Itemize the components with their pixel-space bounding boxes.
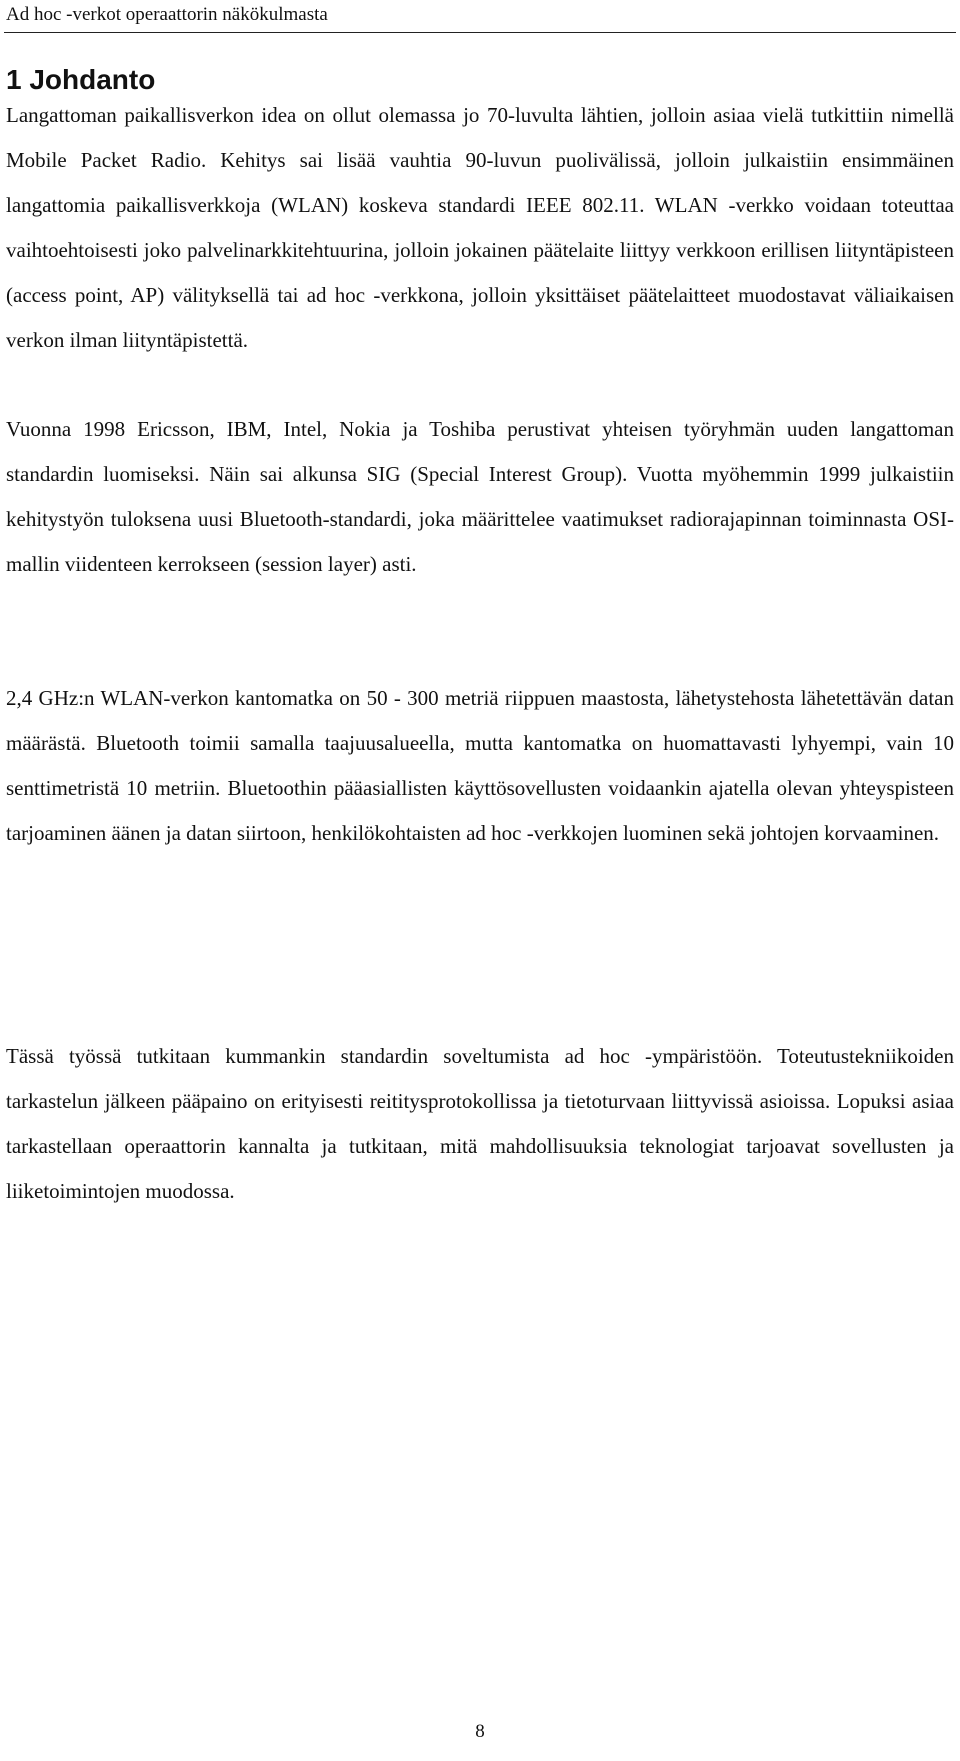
page-number: 8: [475, 1721, 485, 1742]
header-divider: [4, 32, 956, 33]
paragraph-bluetooth-history: Vuonna 1998 Ericsson, IBM, Intel, Nokia ja Toshiba perustivat yhteisen työryhmän uuden langattoman standardin luomiseksi. Näin sai alkunsa SIG (Special Interest Group). Vuotta myöhemmin 1999 julkaistiin kehitystyön tuloksena uusi Bluetooth-standardi, joka määrittelee vaatimukset radiorajapinnan toiminnasta OSI-mallin viidenteen kerrokseen (session layer) asti.: [6, 417, 954, 576]
running-header: Ad hoc -verkot operaattorin näkökulmasta: [6, 4, 328, 25]
section-heading: 1 Johdanto: [6, 64, 156, 95]
paragraph-range-comparison: 2,4 GHz:n WLAN-verkon kantomatka on 50 - 300 metriä riippuen maastosta, lähetystehosta lähetettävän datan määrästä. Bluetooth toimii samalla taajuusalueella, mutta kantomatka on huomattavasti lyhyempi, vain 10 senttimetristä 10 metriin. Bluetoothin pääasiallisten käyttösovellusten voidaankin ajatella olevan yhteyspisteen tarjoaminen äänen ja datan siirtoon, henkilökohtaisten ad hoc -verkkojen luominen sekä johtojen korvaaminen.: [6, 686, 954, 845]
paragraph-introduction: Langattoman paikallisverkon idea on ollut olemassa jo 70-luvulta lähtien, jolloin asiaa vielä tutkittiin nimellä Mobile Packet Radio. Kehitys sai lisää vauhtia 90-luvun puolivälissä, jolloin julkaistiin ensimmäinen langattomia paikallisverkkoja (WLAN) koskeva standardi IEEE 802.11. WLAN -verkko voidaan toteuttaa vaihtoehtoisesti joko palvelinarkkitehtuurina, jolloin jokainen päätelaite liittyy verkkoon erillisen liityntäpisteen (access point, AP) välityksellä tai ad hoc -verkkona, jolloin yksittäiset päätelaitteet muodostavat väliaikaisen verkon ilman liityntäpistettä.: [6, 103, 954, 352]
paragraph-scope: Tässä työssä tutkitaan kummankin standardin soveltumista ad hoc -ympäristöön. Toteutustekniikoiden tarkastelun jälkeen pääpaino on erityisesti reititysprotokollissa ja tietoturvaan liittyvissä asioissa. Lopuksi asiaa tarkastellaan operaattorin kannalta ja tutkitaan, mitä mahdollisuuksia teknologiat tarjoavat sovellusten ja liiketoimintojen muodossa.: [6, 1044, 954, 1203]
